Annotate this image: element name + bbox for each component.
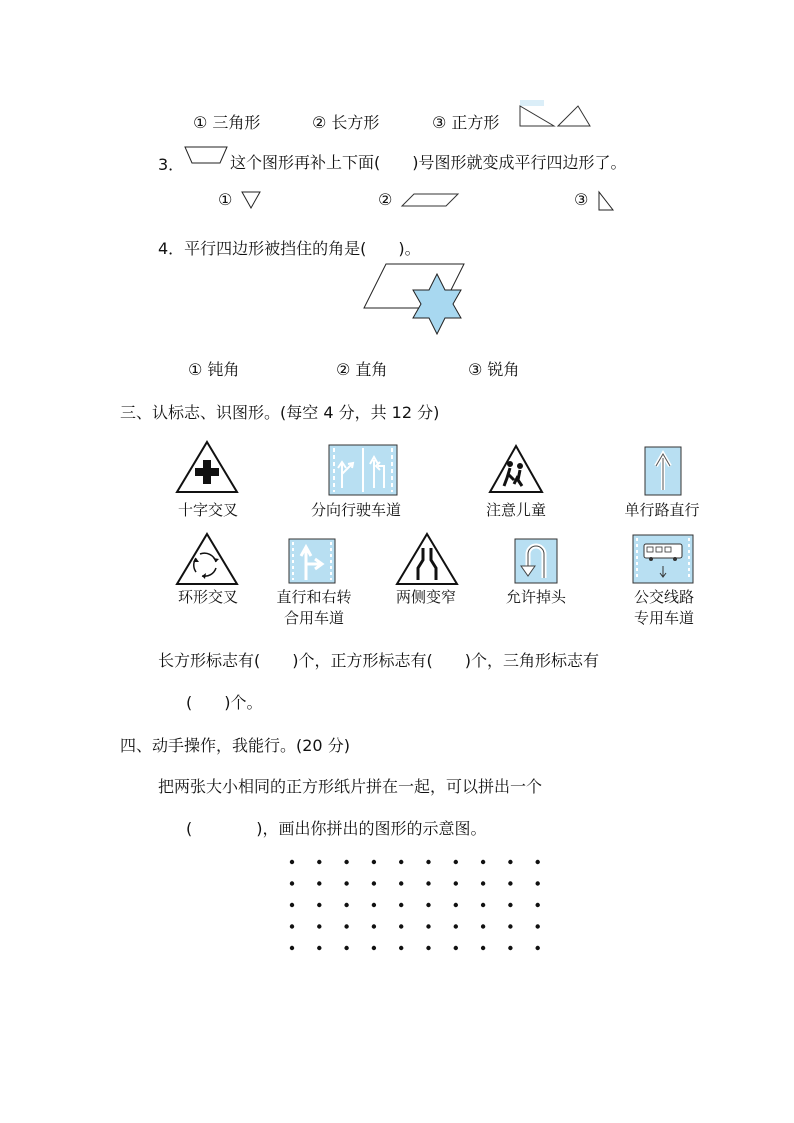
- q4-question-text: 4．平行四边形被挡住的角是( )。: [158, 239, 421, 258]
- grid-dot: [508, 860, 512, 864]
- grid-dot: [536, 860, 540, 864]
- grid-dot: [481, 903, 485, 907]
- sign-label-one-way: 单行路直行: [624, 501, 700, 519]
- q4-option-1: ① 钝角: [188, 360, 240, 379]
- section-3-question-line1: 长方形标志有( )个，正方形标志有( )个，三角形标志有: [158, 651, 599, 670]
- q4-option-2: ② 直角: [336, 360, 388, 379]
- grid-dot: [317, 881, 321, 885]
- u-turn-sign-icon: [514, 538, 560, 586]
- q3-number: 3．: [158, 155, 185, 174]
- sign-label-bus-lane: 公交线路: [633, 588, 694, 606]
- q4-option-3: ③ 锐角: [468, 360, 520, 379]
- grid-dot: [536, 924, 540, 928]
- grid-dot: [481, 946, 485, 950]
- q3-question-text: 这个图形再补上下面( )号图形就变成平行四边形了。: [230, 153, 627, 172]
- dot-grid: [285, 855, 545, 955]
- grid-dot: [426, 903, 430, 907]
- grid-dot: [372, 881, 376, 885]
- grid-dot: [290, 860, 294, 864]
- grid-dot: [399, 881, 403, 885]
- grid-dot: [426, 924, 430, 928]
- trapezoid-figure: [184, 146, 230, 166]
- q3-option-1-label: ①: [218, 190, 233, 209]
- grid-dot: [481, 924, 485, 928]
- grid-dot: [426, 881, 430, 885]
- sign-label-straight-right-line2: 合用车道: [283, 609, 344, 627]
- q3-option-3-label: ③: [574, 190, 589, 209]
- grid-dot: [290, 924, 294, 928]
- grid-dot: [454, 946, 458, 950]
- grid-dot: [454, 860, 458, 864]
- right-triangle-icon: [598, 191, 618, 213]
- grid-dot: [344, 924, 348, 928]
- section-4-heading: 四、动手操作，我能行。(20 分): [120, 736, 350, 755]
- grid-dot: [454, 924, 458, 928]
- grid-dot: [399, 903, 403, 907]
- grid-dot: [508, 903, 512, 907]
- grid-dot: [426, 860, 430, 864]
- grid-dot: [399, 946, 403, 950]
- sign-label-split-lane: 分向行驶车道: [310, 501, 401, 519]
- sign-label-children: 注意儿童: [485, 501, 546, 519]
- crossroad-sign-icon: [176, 440, 240, 496]
- q2-option-1: ① 三角形: [193, 113, 261, 132]
- grid-dot: [372, 903, 376, 907]
- sign-label-bus-lane-line2: 专用车道: [633, 609, 694, 627]
- grid-dot: [372, 946, 376, 950]
- grid-dot: [344, 946, 348, 950]
- sign-label-road-narrows: 两侧变窄: [395, 588, 456, 606]
- grid-dot: [536, 881, 540, 885]
- q3-option-2-label: ②: [378, 190, 393, 209]
- grid-dot: [399, 860, 403, 864]
- grid-dot: [344, 860, 348, 864]
- inverted-triangle-icon: [240, 190, 264, 210]
- q2-option-3: ③ 正方形: [432, 113, 500, 132]
- grid-dot: [426, 946, 430, 950]
- grid-dot: [454, 881, 458, 885]
- sign-label-crossroad: 十字交叉: [177, 501, 238, 519]
- grid-dot: [317, 946, 321, 950]
- grid-dot: [481, 881, 485, 885]
- grid-dot: [399, 924, 403, 928]
- section-4-line2: ( )，画出你拼出的图形的示意图。: [186, 819, 487, 838]
- parallelogram-icon: [402, 192, 462, 208]
- grid-dot: [508, 881, 512, 885]
- grid-dot: [317, 903, 321, 907]
- grid-dot: [317, 924, 321, 928]
- grid-dot: [536, 903, 540, 907]
- grid-dot: [454, 903, 458, 907]
- grid-dot: [317, 860, 321, 864]
- section-3-question-line2: ( )个。: [186, 693, 263, 712]
- one-way-straight-sign-icon: [644, 446, 684, 498]
- grid-dot: [508, 946, 512, 950]
- sign-label-straight-right: 直行和右转: [276, 588, 352, 606]
- bus-lane-sign-icon: [632, 534, 696, 586]
- section-4-line1: 把两张大小相同的正方形纸片拼在一起，可以拼出一个: [158, 777, 543, 796]
- sign-label-roundabout: 环形交叉: [177, 588, 238, 606]
- grid-dot: [536, 946, 540, 950]
- grid-dot: [290, 946, 294, 950]
- grid-dot: [372, 924, 376, 928]
- straight-right-lane-sign-icon: [288, 538, 338, 586]
- grid-dot: [372, 860, 376, 864]
- children-sign-icon: [488, 444, 544, 496]
- grid-dot: [508, 924, 512, 928]
- split-lane-sign-icon: [328, 444, 398, 496]
- section-3-heading: 三、认标志、识图形。(每空 4 分，共 12 分): [120, 403, 440, 422]
- grid-dot: [344, 903, 348, 907]
- parallelogram-with-star-figure: [362, 262, 474, 342]
- sign-label-u-turn: 允许掉头: [505, 588, 566, 606]
- grid-dot: [290, 881, 294, 885]
- grid-dot: [481, 860, 485, 864]
- grid-dot: [344, 881, 348, 885]
- grid-dot: [290, 903, 294, 907]
- roundabout-sign-icon: [176, 532, 240, 588]
- q2-option-2: ② 长方形: [312, 113, 380, 132]
- road-narrows-sign-icon: [396, 532, 460, 588]
- two-triangles-figure: [518, 100, 598, 130]
